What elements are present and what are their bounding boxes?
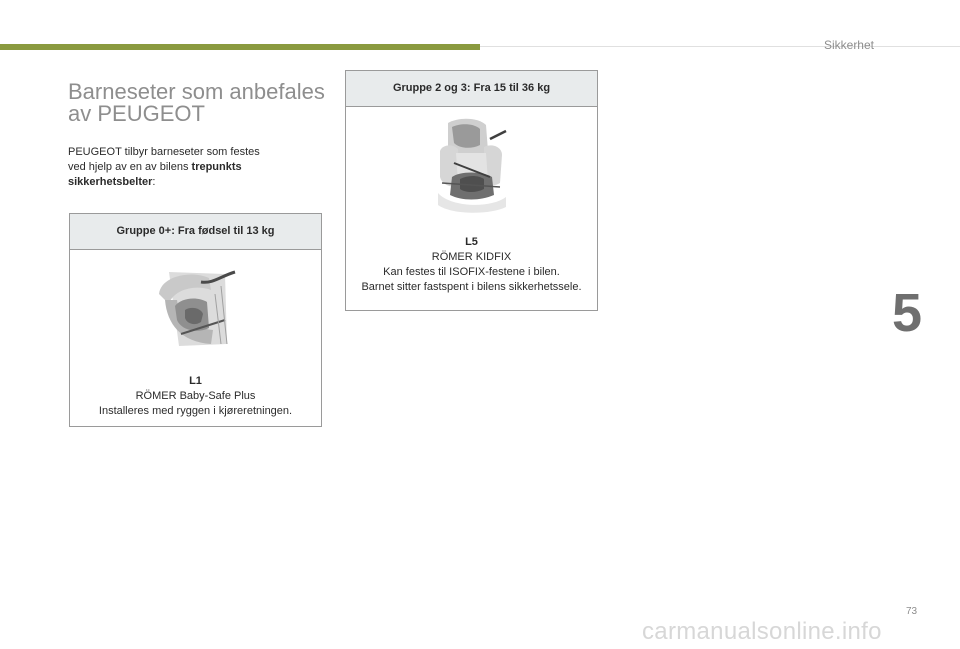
seat-card-body bbox=[346, 117, 597, 295]
page-title-line2: av PEUGEOT bbox=[68, 100, 205, 126]
seat-description: Installeres med ryggen i kjøreretningen. bbox=[98, 405, 293, 417]
page-title-line1: Barneseter som anbefales bbox=[68, 78, 325, 104]
intro-line2: ved hjelp av en av bilens bbox=[68, 161, 192, 173]
page-title bbox=[68, 78, 338, 126]
seat-model: RÖMER Baby-Safe Plus bbox=[135, 390, 256, 402]
seat-description-line2: Barnet sitter fastspent i bilens sikkerhetssele. bbox=[361, 281, 582, 293]
header-rule bbox=[480, 46, 960, 47]
booster-seat-image bbox=[430, 117, 514, 215]
intro-bold-term2: sikkerhetsbelter bbox=[68, 176, 153, 188]
intro-bold-term1: trepunkts bbox=[191, 161, 242, 173]
seat-card-group23 bbox=[345, 70, 598, 311]
seat-code: L5 bbox=[465, 236, 478, 248]
page-number: 73 bbox=[906, 606, 918, 617]
seat-model: RÖMER KIDFIX bbox=[431, 251, 512, 263]
watermark-text: carmanualsonline.info bbox=[642, 618, 882, 645]
intro-line1: PEUGEOT tilbyr barneseter som festes bbox=[68, 146, 260, 158]
seat-card-header: Gruppe 0+: Fra fødsel til 13 kg bbox=[70, 214, 321, 250]
seat-card-header: Gruppe 2 og 3: Fra 15 til 36 kg bbox=[346, 71, 597, 107]
header-accent-bar bbox=[0, 44, 480, 50]
seat-code: L1 bbox=[189, 375, 202, 387]
seat-description-line1: Kan festes til ISOFIX-festene i bilen. bbox=[383, 266, 560, 278]
chapter-number: 5 bbox=[892, 283, 923, 343]
infant-car-seat-image bbox=[151, 264, 241, 354]
seat-card-body bbox=[70, 264, 321, 419]
seat-card-group0 bbox=[69, 213, 322, 427]
intro-colon: : bbox=[152, 176, 156, 188]
section-name: Sikkerhet bbox=[823, 38, 874, 52]
intro-paragraph bbox=[68, 145, 298, 190]
